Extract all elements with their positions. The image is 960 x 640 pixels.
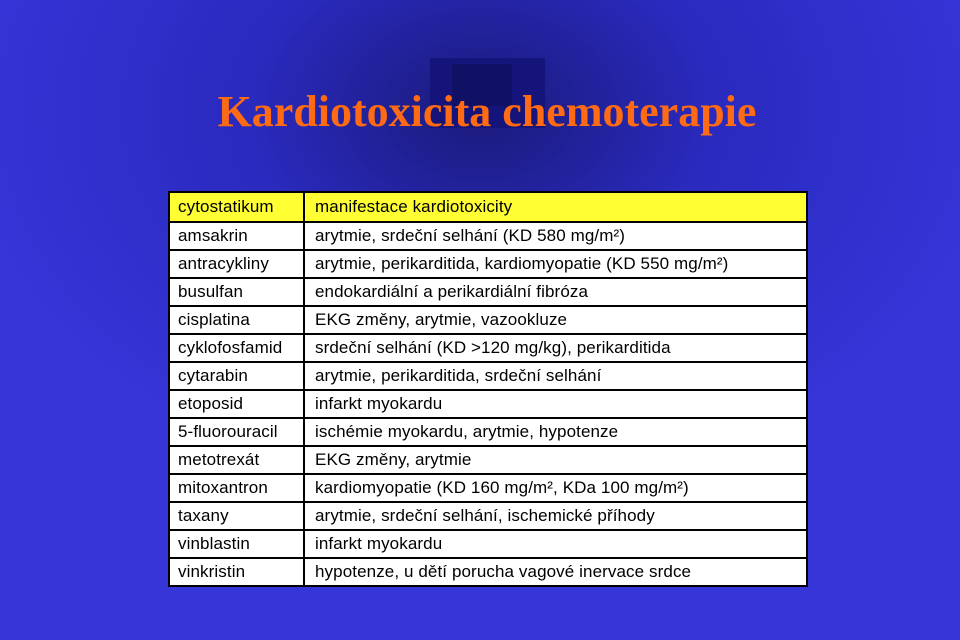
slide-title: Kardiotoxicita chemoterapie [217, 87, 757, 136]
table-row [169, 530, 807, 558]
drug-cell: etoposid [169, 390, 304, 418]
drug-cell: vinblastin [169, 530, 304, 558]
manifestation-cell: infarkt myokardu [304, 390, 807, 418]
table-row [169, 390, 807, 418]
drug-cell: metotrexát [169, 446, 304, 474]
manifestation-cell: hypotenze, u dětí porucha vagové inervace srdce [304, 558, 807, 586]
table-row [169, 278, 807, 306]
manifestation-cell: EKG změny, arytmie [304, 446, 807, 474]
manifestation-cell: kardiomyopatie (KD 160 mg/m², KDa 100 mg/m²) [304, 474, 807, 502]
manifestation-cell: arytmie, srdeční selhání, ischemické příhody [304, 502, 807, 530]
drug-cell: cytarabin [169, 362, 304, 390]
cardiotoxicity-table [168, 191, 808, 587]
drug-cell: antracykliny [169, 250, 304, 278]
table-row [169, 446, 807, 474]
table-row [169, 334, 807, 362]
drug-cell: busulfan [169, 278, 304, 306]
manifestation-cell: srdeční selhání (KD >120 mg/kg), perikarditida [304, 334, 807, 362]
table-row [169, 250, 807, 278]
table-row [169, 418, 807, 446]
drug-cell: cyklofosfamid [169, 334, 304, 362]
manifestation-cell: arytmie, perikarditida, srdeční selhání [304, 362, 807, 390]
header-cell-manifestation: manifestace kardiotoxicity [304, 192, 807, 222]
manifestation-cell: EKG změny, arytmie, vazookluze [304, 306, 807, 334]
table-row [169, 558, 807, 586]
table-row [169, 502, 807, 530]
drug-cell: mitoxantron [169, 474, 304, 502]
manifestation-cell: infarkt myokardu [304, 530, 807, 558]
manifestation-cell: ischémie myokardu, arytmie, hypotenze [304, 418, 807, 446]
table-row [169, 222, 807, 250]
manifestation-cell: arytmie, perikarditida, kardiomyopatie (KD 550 mg/m²) [304, 250, 807, 278]
table-header-row [169, 192, 807, 222]
drug-cell: amsakrin [169, 222, 304, 250]
table-row [169, 474, 807, 502]
manifestation-cell: endokardiální a perikardiální fibróza [304, 278, 807, 306]
drug-cell: taxany [169, 502, 304, 530]
table-row [169, 362, 807, 390]
table-row [169, 306, 807, 334]
drug-cell: cisplatina [169, 306, 304, 334]
cardiotoxicity-table-container [168, 191, 806, 587]
header-cell-drug: cytostatikum [169, 192, 304, 222]
drug-cell: 5-fluorouracil [169, 418, 304, 446]
manifestation-cell: arytmie, srdeční selhání (KD 580 mg/m²) [304, 222, 807, 250]
drug-cell: vinkristin [169, 558, 304, 586]
